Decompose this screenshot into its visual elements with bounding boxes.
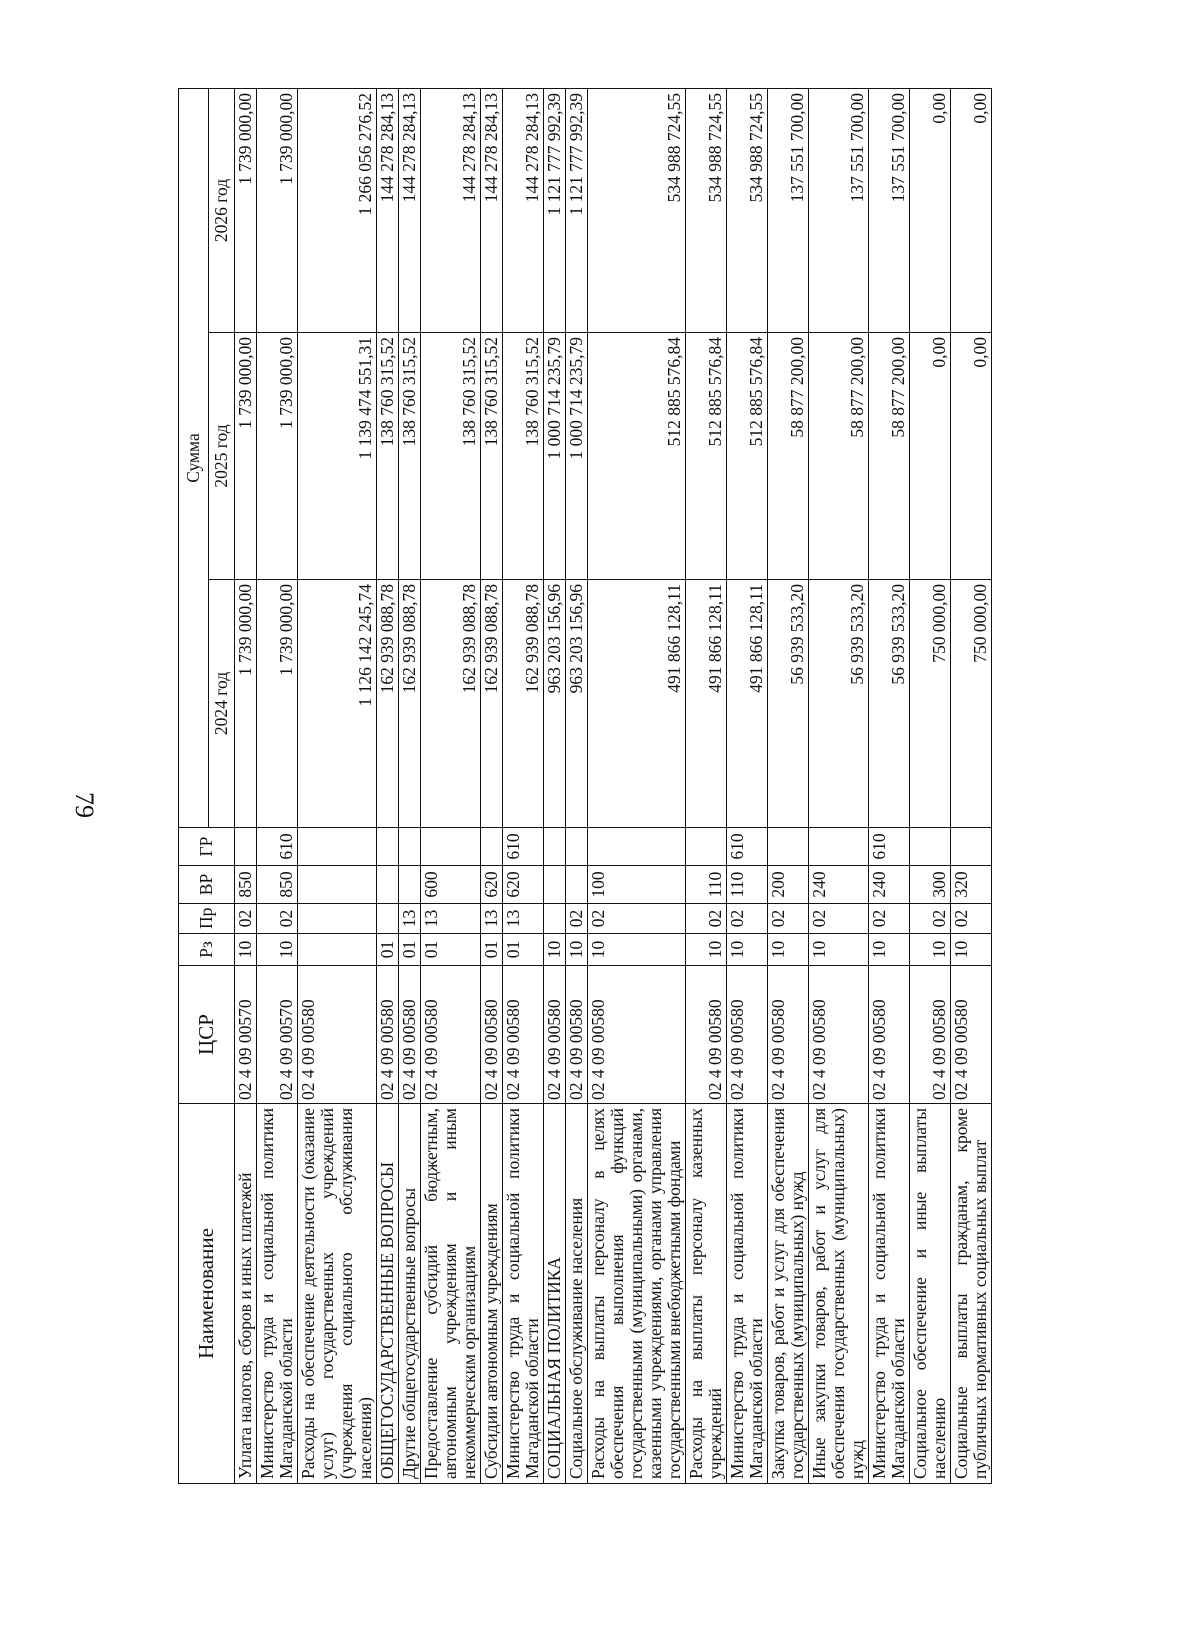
row-vr: 620 xyxy=(503,866,544,904)
row-pr: 02 xyxy=(588,904,686,934)
row-rz: 01 xyxy=(377,934,399,966)
row-gr xyxy=(768,828,809,866)
row-2026: 137 551 700,00 xyxy=(768,88,809,332)
row-pr xyxy=(544,904,566,934)
row-gr: 610 xyxy=(869,828,910,866)
row-2025: 512 885 576,84 xyxy=(686,333,727,580)
row-csr: 02 4 09 00580 xyxy=(377,966,399,1104)
row-vr xyxy=(566,866,588,904)
row-2026: 144 278 284,13 xyxy=(421,88,481,332)
header-rz: Рз xyxy=(179,934,235,966)
row-2025: 138 760 315,52 xyxy=(399,333,421,580)
row-name: ОБЩЕГОСУДАРСТВЕННЫЕ ВОПРОСЫ xyxy=(377,1104,399,1484)
row-2026: 144 278 284,13 xyxy=(377,88,399,332)
row-2024: 963 203 156,96 xyxy=(544,580,566,828)
row-name: Социальное обеспечение и иные выплаты населению xyxy=(910,1104,951,1484)
page-number: 79 xyxy=(70,792,99,818)
row-2025: 512 885 576,84 xyxy=(727,333,768,580)
row-vr: 850 xyxy=(257,866,298,904)
row-rz: 10 xyxy=(544,934,566,966)
row-2024: 162 939 088,78 xyxy=(377,580,399,828)
row-2025: 58 877 200,00 xyxy=(768,333,809,580)
row-name: Министерство труда и социальной политики Магаданской области xyxy=(869,1104,910,1484)
table-row xyxy=(686,88,727,1483)
row-rz: 10 xyxy=(869,934,910,966)
row-gr: 610 xyxy=(257,828,298,866)
row-2026: 1 739 000,00 xyxy=(235,88,257,332)
row-2026: 144 278 284,13 xyxy=(481,88,503,332)
row-2025: 1 739 000,00 xyxy=(235,333,257,580)
row-csr: 02 4 09 00580 xyxy=(588,966,686,1104)
row-2024: 56 939 533,20 xyxy=(869,580,910,828)
row-2024: 491 866 128,11 xyxy=(686,580,727,828)
row-2024: 1 739 000,00 xyxy=(257,580,298,828)
row-pr: 02 xyxy=(809,904,869,934)
row-gr xyxy=(399,828,421,866)
row-csr: 02 4 09 00570 xyxy=(257,966,298,1104)
row-gr xyxy=(377,828,399,866)
row-csr: 02 4 09 00580 xyxy=(298,966,377,1104)
row-2024: 162 939 088,78 xyxy=(481,580,503,828)
row-2025: 1 739 000,00 xyxy=(257,333,298,580)
row-2025: 58 877 200,00 xyxy=(809,333,869,580)
row-csr: 02 4 09 00580 xyxy=(951,966,992,1104)
row-csr: 02 4 09 00580 xyxy=(869,966,910,1104)
row-rz: 01 xyxy=(399,934,421,966)
row-rz: 01 xyxy=(421,934,481,966)
row-2024: 750 000,00 xyxy=(910,580,951,828)
row-rz: 10 xyxy=(235,934,257,966)
row-pr: 02 xyxy=(869,904,910,934)
row-gr xyxy=(481,828,503,866)
row-pr: 13 xyxy=(481,904,503,934)
row-csr: 02 4 09 00580 xyxy=(566,966,588,1104)
row-name: Министерство труда и социальной политики Магаданской области xyxy=(727,1104,768,1484)
row-2025: 1 139 474 551,31 xyxy=(298,333,377,580)
row-gr xyxy=(588,828,686,866)
document-table-wrapper xyxy=(178,89,1181,1484)
row-rz: 10 xyxy=(727,934,768,966)
row-name: СОЦИАЛЬНАЯ ПОЛИТИКА xyxy=(544,1104,566,1484)
row-csr: 02 4 09 00580 xyxy=(727,966,768,1104)
row-2024: 1 126 142 245,74 xyxy=(298,580,377,828)
row-2024: 491 866 128,11 xyxy=(588,580,686,828)
row-2025: 0,00 xyxy=(910,333,951,580)
row-2026: 137 551 700,00 xyxy=(809,88,869,332)
row-name: Министерство труда и социальной политики Магаданской области xyxy=(503,1104,544,1484)
row-gr xyxy=(566,828,588,866)
row-gr xyxy=(235,828,257,866)
row-gr xyxy=(686,828,727,866)
table-row xyxy=(768,88,809,1483)
table-row xyxy=(257,88,298,1483)
row-gr: 610 xyxy=(727,828,768,866)
row-gr: 610 xyxy=(503,828,544,866)
row-2024: 491 866 128,11 xyxy=(727,580,768,828)
row-2025: 512 885 576,84 xyxy=(588,333,686,580)
row-pr: 02 xyxy=(686,904,727,934)
row-rz: 10 xyxy=(768,934,809,966)
table-row xyxy=(421,88,481,1483)
row-2025: 1 000 714 235,79 xyxy=(544,333,566,580)
row-2025: 138 760 315,52 xyxy=(421,333,481,580)
row-vr: 110 xyxy=(727,866,768,904)
header-row-top xyxy=(179,88,209,1483)
budget-table xyxy=(178,88,992,1484)
row-vr xyxy=(298,866,377,904)
table-row xyxy=(399,88,421,1483)
row-name: Уплата налогов, сборов и иных платежей xyxy=(235,1104,257,1484)
row-pr: 02 xyxy=(768,904,809,934)
row-pr: 02 xyxy=(951,904,992,934)
row-pr: 02 xyxy=(566,904,588,934)
row-name: Расходы на выплаты персоналу в целях обеспечения выполнения функций государственными (муниципальными) органами, казенными учреждениями, органами управления государственными внебюджетными фондами xyxy=(588,1104,686,1484)
row-name: Другие общегосударственные вопросы xyxy=(399,1104,421,1484)
row-rz: 10 xyxy=(257,934,298,966)
table-row xyxy=(588,88,686,1483)
row-2025: 138 760 315,52 xyxy=(481,333,503,580)
header-vr: ВР xyxy=(179,866,235,904)
row-vr: 110 xyxy=(686,866,727,904)
row-pr: 02 xyxy=(910,904,951,934)
row-gr xyxy=(910,828,951,866)
row-rz xyxy=(298,934,377,966)
row-gr xyxy=(809,828,869,866)
table-row xyxy=(481,88,503,1483)
row-name: Расходы на обеспечение деятельности (оказание услуг) государственных учреждений (учреждения социального обслуживания населения) xyxy=(298,1104,377,1484)
row-2026: 144 278 284,13 xyxy=(399,88,421,332)
row-2026: 1 121 777 992,39 xyxy=(544,88,566,332)
row-2026: 1 266 056 276,52 xyxy=(298,88,377,332)
row-2024: 162 939 088,78 xyxy=(399,580,421,828)
table-row xyxy=(727,88,768,1483)
header-2024: 2024 год xyxy=(209,580,235,828)
row-rz: 10 xyxy=(588,934,686,966)
header-2026: 2026 год xyxy=(209,88,235,332)
row-vr: 240 xyxy=(869,866,910,904)
row-vr xyxy=(377,866,399,904)
row-vr: 620 xyxy=(481,866,503,904)
row-pr xyxy=(298,904,377,934)
row-2024: 1 739 000,00 xyxy=(235,580,257,828)
row-pr: 02 xyxy=(727,904,768,934)
row-csr: 02 4 09 00580 xyxy=(809,966,869,1104)
row-csr: 02 4 09 00580 xyxy=(421,966,481,1104)
row-name: Социальное обслуживание населения xyxy=(566,1104,588,1484)
row-gr xyxy=(298,828,377,866)
header-sum: Сумма xyxy=(179,88,209,827)
row-vr: 300 xyxy=(910,866,951,904)
row-csr: 02 4 09 00580 xyxy=(768,966,809,1104)
row-rz: 10 xyxy=(686,934,727,966)
row-gr xyxy=(951,828,992,866)
row-pr: 13 xyxy=(421,904,481,934)
row-2026: 144 278 284,13 xyxy=(503,88,544,332)
table-row xyxy=(566,88,588,1483)
row-2026: 0,00 xyxy=(951,88,992,332)
row-2024: 56 939 533,20 xyxy=(809,580,869,828)
row-csr: 02 4 09 00580 xyxy=(503,966,544,1104)
row-2024: 56 939 533,20 xyxy=(768,580,809,828)
row-vr: 200 xyxy=(768,866,809,904)
table-row xyxy=(298,88,377,1483)
row-vr: 240 xyxy=(809,866,869,904)
row-csr: 02 4 09 00580 xyxy=(910,966,951,1104)
row-vr xyxy=(399,866,421,904)
row-rz: 01 xyxy=(481,934,503,966)
row-name: Расходы на выплаты персоналу казенных учреждений xyxy=(686,1104,727,1484)
row-vr xyxy=(544,866,566,904)
row-2026: 534 988 724,55 xyxy=(727,88,768,332)
row-pr: 13 xyxy=(399,904,421,934)
row-csr: 02 4 09 00580 xyxy=(481,966,503,1104)
table-row xyxy=(503,88,544,1483)
row-rz: 01 xyxy=(503,934,544,966)
row-name: Закупка товаров, работ и услуг для обеспечения государственных (муниципальных) нужд xyxy=(768,1104,809,1484)
row-vr: 320 xyxy=(951,866,992,904)
row-rz: 10 xyxy=(910,934,951,966)
row-rz: 10 xyxy=(809,934,869,966)
row-name: Предоставление субсидий бюджетным, автономным учреждениям и иным некоммерческим организациям xyxy=(421,1104,481,1484)
row-vr: 100 xyxy=(588,866,686,904)
header-name: Наименование xyxy=(179,1104,235,1484)
row-name: Субсидии автономным учреждениям xyxy=(481,1104,503,1484)
header-2025: 2025 год xyxy=(209,333,235,580)
row-pr: 13 xyxy=(503,904,544,934)
row-gr xyxy=(421,828,481,866)
row-pr: 02 xyxy=(235,904,257,934)
row-2026: 1 121 777 992,39 xyxy=(566,88,588,332)
row-2026: 137 551 700,00 xyxy=(869,88,910,332)
row-2026: 534 988 724,55 xyxy=(588,88,686,332)
table-row xyxy=(377,88,399,1483)
row-2024: 750 000,00 xyxy=(951,580,992,828)
row-name: Иные закупки товаров, работ и услуг для обеспечения государственных (муниципальных) нужд xyxy=(809,1104,869,1484)
header-csr: ЦСР xyxy=(179,966,235,1104)
row-2025: 138 760 315,52 xyxy=(377,333,399,580)
table-row xyxy=(235,88,257,1483)
table-row xyxy=(951,88,992,1483)
row-csr: 02 4 09 00580 xyxy=(399,966,421,1104)
row-pr xyxy=(377,904,399,934)
table-row xyxy=(809,88,869,1483)
row-name: Министерство труда и социальной политики Магаданской области xyxy=(257,1104,298,1484)
row-2025: 138 760 315,52 xyxy=(503,333,544,580)
row-pr: 02 xyxy=(257,904,298,934)
row-2025: 0,00 xyxy=(951,333,992,580)
row-2025: 1 000 714 235,79 xyxy=(566,333,588,580)
row-2024: 963 203 156,96 xyxy=(566,580,588,828)
row-csr: 02 4 09 00580 xyxy=(544,966,566,1104)
row-gr xyxy=(544,828,566,866)
row-vr: 600 xyxy=(421,866,481,904)
header-pr: Пр xyxy=(179,904,235,934)
row-rz: 10 xyxy=(951,934,992,966)
table-row xyxy=(869,88,910,1483)
header-gr: ГР xyxy=(179,828,235,866)
table-row xyxy=(910,88,951,1483)
row-2024: 162 939 088,78 xyxy=(421,580,481,828)
row-2025: 58 877 200,00 xyxy=(869,333,910,580)
row-csr: 02 4 09 00570 xyxy=(235,966,257,1104)
row-rz: 10 xyxy=(566,934,588,966)
row-2026: 534 988 724,55 xyxy=(686,88,727,332)
row-csr: 02 4 09 00580 xyxy=(686,966,727,1104)
row-2024: 162 939 088,78 xyxy=(503,580,544,828)
row-vr: 850 xyxy=(235,866,257,904)
table-row xyxy=(544,88,566,1483)
row-2026: 0,00 xyxy=(910,88,951,332)
row-2026: 1 739 000,00 xyxy=(257,88,298,332)
row-name: Социальные выплаты гражданам, кроме публичных нормативных социальных выплат xyxy=(951,1104,992,1484)
